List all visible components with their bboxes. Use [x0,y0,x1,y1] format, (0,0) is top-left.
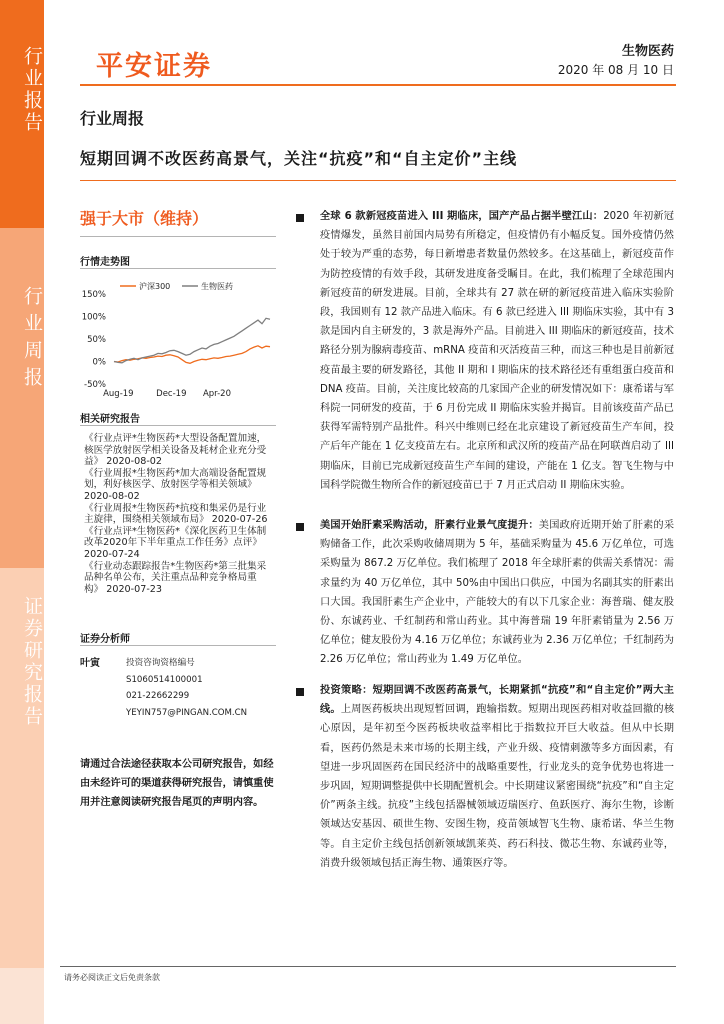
legend-label: 沪深300 [139,282,171,291]
title-divider [80,180,676,181]
analyst-cert-number: S1060514100001 [126,674,203,685]
side-stripe-mid [0,228,44,568]
x-tick-label: Apr-20 [202,389,232,398]
chart-section-divider [80,268,276,269]
analyst-section-divider [80,645,276,646]
y-tick-label: -50% [84,380,106,390]
side-label-weekly: 行业周报 [21,286,43,394]
related-report-item[interactable]: 《行业点评*生物医药*《深化医药卫生体制改革2020年下半年重点工作任务》点评》 2020-07-24 [84,525,267,560]
market-trend-chart [76,278,276,398]
analyst-name: 叶寅 [80,658,100,669]
y-tick-label: 0% [92,357,106,368]
side-label-securities-research: 证券研究报告 [21,596,43,728]
paragraph-lead: 投资策略：短期回调不改医药高景气，长期紧抓“抗疫”和“自主定价”两大主线。 [320,685,674,716]
bullet-icon [296,688,304,696]
y-tick-label: 150% [81,290,106,300]
report-date: 2020 年 08 月 10 日 [557,63,674,77]
analyst-phone: 021-22662299 [126,691,190,702]
related-report-item[interactable]: 《行业周报*生物医药*加大高端设备配置规划，利好核医学、放射医学等相关领域》 2020-08-02 [84,467,267,502]
report-type: 行业周报 [80,109,145,128]
page-title: 短期回调不改医药高景气，关注“抗疫”和“自主定价”主线 [80,149,518,168]
related-report-item[interactable]: 《行业周报*生物医药*抗疫和集采仍是行业主旋律，围绕相关领域布局》 2020-07-26 [84,502,268,526]
paragraph-lead: 美国开始肝素采购活动，肝素行业景气度提升： [320,520,539,531]
footer-note: 请务必阅读正文后免责条款 [64,973,160,982]
analyst-info [126,655,247,721]
analyst-section-heading: 证券分析师 [80,634,130,645]
header-divider [80,84,676,86]
series-line-1 [114,318,270,363]
paragraph-body: 美国政府近期开始了肝素的采购储备工作，此次采购收储周期为 5 年，基础采购量为 45.6 万亿单位，可选采购量为 867.2 万亿单位。我们梳理了 2018 年全球肝素的供需关系情况：需求量约为 40 万亿单位，其中 50%由中国出口供应，中国为名副其实的肝素出口大国。我国肝素生产企业中，产能较大的有以下几家企业：海普瑞、健友股份、东诚药业、千红制药和常山药业。其中海普瑞 19 年肝素销量为 2.56 万亿单位；健友股份为 4.16 万亿单位；东诚药业为 2.36 万亿单位；千红制药为 2.26 万亿单位；常山药业为 1.49 万亿单位。 [320,520,675,666]
bullet-icon [296,214,304,222]
sector-label: 生物医药 [621,44,674,59]
related-section-divider [80,425,276,426]
related-report-item[interactable]: 《行业点评*生物医药*大型设备配置加速，核医学放射医学相关设备及耗材企业充分受益》 2020-08-02 [84,433,267,468]
legend-label: 生物医药 [201,282,233,291]
side-label-industry-report: 行业报告 [21,46,43,134]
x-tick-label: Dec-19 [156,389,187,398]
series-line-0 [114,346,270,364]
paragraph-heparin [320,516,674,670]
related-reports-list [84,433,274,595]
analyst-email[interactable]: YEYIN757@PINGAN.COM.CN [126,707,248,718]
bullet-icon [296,523,304,531]
related-section-heading: 相关研究报告 [80,414,140,425]
paragraph-lead: 全球 6 款新冠疫苗进入 III 期临床，国产产品占据半壁江山： [320,211,604,222]
company-logo: 平安证券 [96,51,212,82]
y-tick-label: 100% [81,312,106,323]
paragraph-vaccine [320,207,674,495]
rating-divider [80,236,276,237]
paragraph-strategy [320,681,674,873]
y-tick-label: 50% [87,335,106,345]
rating-label: 强于大市（维持） [80,209,209,228]
analyst-cert-label: 投资咨询资格编号 [126,658,195,668]
footer-divider [60,966,676,967]
paragraph-body: 上周医药板块出现短暂回调，跑输指数。短期出现医药相对收益回撤的核心原因，是年初至今医药板块收益率相比于指数拉开巨大收益。但从中长期看，医药仍然是未来市场的长期主线，产业升级、疫情刺激等多方面因素，有望进一步巩固医药在国民经济中的战略重要性，行业龙头的竞争优势也将进一步巩固，短期调整提供中长期配置机会。中长期建议紧密围绕“抗疫”和“自主定价”两条主线。抗疫”主线包括器械领域迈瑞医疗、鱼跃医疗、海尔生物，诊断领域达安基因、硕世生物、安图生物，疫苗领域智飞生物、康希诺、华兰生物等。自主定价主线包括创新领域凯莱英、药石科技、微芯生物、东诚药业等，消费升级领域包括正海生物、通策医疗等。 [320,704,675,869]
chart-section-heading: 行情走势图 [80,257,130,268]
related-report-item[interactable]: 《行业动态跟踪报告*生物医药*第三批集采品种名单公布，关注重点品种竞争格局重构》 2020-07-23 [84,560,267,595]
x-tick-label: Aug-19 [103,389,134,398]
disclaimer-note: 请通过合法途径获取本公司研究报告，如经由未经许可的渠道获得研究报告，请慎重使用并注意阅读研究报告尾页的声明内容。 [80,759,274,808]
paragraph-body: 2020 年初新冠疫情爆发，虽然目前国内局势有所稳定，但疫情仍有小幅反复。国外疫情仍然处于较为严重的态势，每日新增患者数量仍然较多。在这基础上，新冠疫苗作为防控疫情的有效手段，其研发进度备受瞩目。在此，我们梳理了全球范围内新冠疫苗的研发进展。目前，全球共有 27 款在研的新冠疫苗进入临床实验阶段，我国则有 12 款产品进入临床。有 6 款已经进入 III 期临床实验，其中有 3 款是国内自主研发的，3 款是海外产品。目前进入 III 期临床的新冠疫苗，技术路径分别为腺病毒疫苗、mRNA 疫苗和灭活疫苗三种，而这三种也是目前新冠疫苗最主要的研发路径，其他 II 期和 I 期临床的技术路径还有重组蛋白疫苗和 DNA 疫苗。目前，关注度比较高的几家国产企业的研发情况如下：康希诺与军科院一同研发的疫苗，于 6 月份完成 II 期临床实验并揭盲。目前该疫苗产品已获得军需特别产品批件。科兴中维则已经在北京建设了新冠疫苗生产车间，投产后年产能在 1 亿支疫苗左右。北京所和武汉所的疫苗产品在阿联酋启动了 III 期临床，目前已完成新冠疫苗生产车间的建设，产能在 1 亿支。智飞生物与中国科学院微生物所合作的新冠疫苗已于 7 月正式启动 II 期临床实验。 [320,211,674,491]
